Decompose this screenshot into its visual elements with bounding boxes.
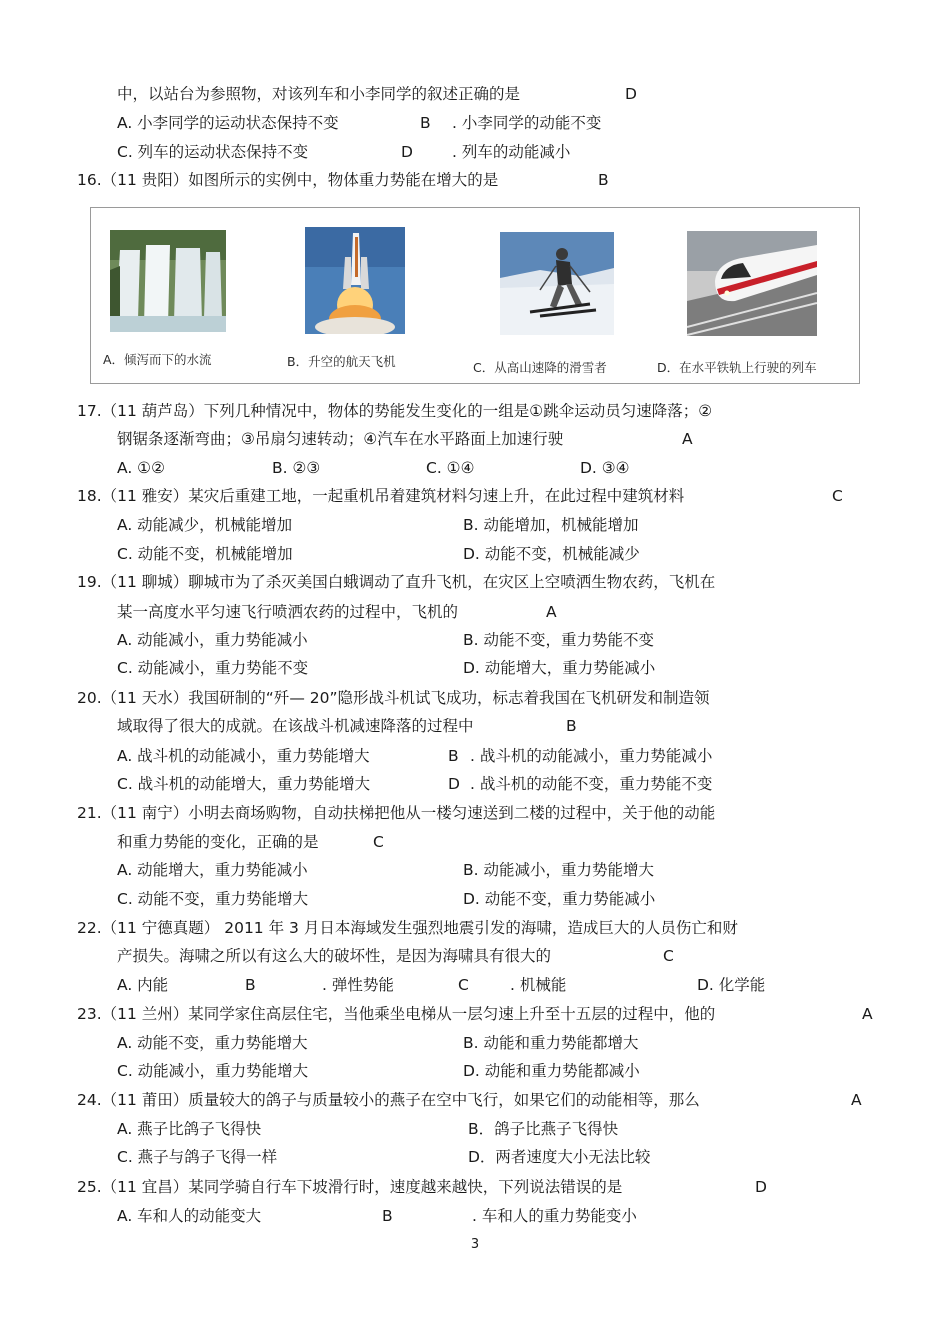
question-19: 19.（11 聊城）聊城市为了杀灭美国白蛾调动了直升飞机，在灾区上空喷洒生物农药，飞机在: [77, 573, 716, 591]
text-line: 中，以站台为参照物，对该列车和小李同学的叙述正确的是: [117, 85, 521, 103]
option-b: B．鸽子比燕子飞得快: [468, 1120, 619, 1138]
option-c: C. 燕子与鸽子飞得一样: [117, 1148, 278, 1166]
answer: C: [832, 487, 843, 505]
question-24: 24.（11 莆田）质量较大的鸽子与质量较小的燕子在空中飞行，如果它们的动能相等，那么: [77, 1091, 700, 1109]
option-a: A. 小李同学的运动状态保持不变: [117, 114, 339, 132]
answer: C: [373, 833, 384, 851]
question-19-cont: 某一高度水平匀速飞行喷洒农药的过程中，飞机的: [117, 603, 459, 621]
option-d-text: . 战斗机的动能不变，重力势能不变: [470, 775, 713, 793]
option-c: C. ①④: [426, 459, 475, 477]
question-23: 23.（11 兰州）某同学家住高层住宅，当他乘坐电梯从一层匀速上升至十五层的过程中，他的: [77, 1005, 716, 1023]
option-a: A. 动能不变，重力势能增大: [117, 1034, 308, 1052]
train-image: [687, 231, 817, 336]
option-b: B. ②③: [272, 459, 321, 477]
option-d: D. 动能不变，机械能减少: [463, 545, 640, 563]
answer: D: [755, 1178, 767, 1196]
question-18: 18.（11 雅安）某灾后重建工地，一起重机吊着建筑材料匀速上升，在此过程中建筑材料: [77, 487, 685, 505]
caption-b: B．升空的航天飞机: [287, 354, 396, 369]
option-d: D．两者速度大小无法比较: [468, 1148, 651, 1166]
option-c: C. 动能减小，重力势能增大: [117, 1062, 309, 1080]
shuttle-image: [305, 227, 405, 334]
caption-a: A．倾泻而下的水流: [103, 352, 212, 367]
option-c: C. 动能不变，重力势能增大: [117, 890, 309, 908]
option-d-letter: D: [448, 775, 460, 793]
caption-d: D．在水平铁轨上行驶的列车: [657, 360, 817, 375]
option-b: B. 动能和重力势能都增大: [463, 1034, 639, 1052]
question-22: 22.（11 宁德真题） 2011 年 3 月日本海域发生强烈地震引发的海啸，造成巨大的人员伤亡和财: [77, 919, 738, 937]
answer: C: [663, 947, 674, 965]
option-c: C. 动能减小，重力势能不变: [117, 659, 309, 677]
question-20-cont: 域取得了很大的成就。在该战斗机减速降落的过程中: [117, 717, 474, 735]
page-number: 3: [470, 1237, 480, 1252]
option-d: D. 动能增大，重力势能减小: [463, 659, 656, 677]
option-c: C. 列车的运动状态保持不变: [117, 143, 309, 161]
option-a: A. 燕子比鸽子飞得快: [117, 1120, 262, 1138]
option-b-letter: B: [245, 976, 256, 994]
answer: B: [598, 171, 609, 189]
option-a: A. 战斗机的动能减小，重力势能增大: [117, 747, 370, 765]
figure-panel: [90, 207, 860, 384]
option-a: A. 车和人的动能变大: [117, 1207, 262, 1225]
answer: A: [682, 430, 693, 448]
option-b-text: . 车和人的重力势能变小: [472, 1207, 637, 1225]
option-b-text: . 小李同学的动能不变: [452, 114, 602, 132]
option-c-letter: C: [458, 976, 469, 994]
option-b: B. 动能减小，重力势能增大: [463, 861, 654, 879]
question-17: 17.（11 葫芦岛）下列几种情况中，物体的势能发生变化的一组是①跳伞运动员匀速降落；②: [77, 402, 713, 420]
question-17-cont: 钢锯条逐渐弯曲；③吊扇匀速转动；④汽车在水平路面上加速行驶: [117, 430, 564, 448]
option-d: D. ③④: [580, 459, 630, 477]
answer: A: [851, 1091, 862, 1109]
option-a: A. 动能减小，重力势能减小: [117, 631, 308, 649]
question-22-cont: 产损失。海啸之所以有这么大的破坏性，是因为海啸具有很大的: [117, 947, 552, 965]
option-d: D. 化学能: [697, 976, 766, 994]
answer: D: [625, 85, 637, 103]
option-c: C. 战斗机的动能增大，重力势能增大: [117, 775, 371, 793]
option-a: A. 内能: [117, 976, 169, 994]
option-b-text: . 战斗机的动能减小，重力势能减小: [470, 747, 713, 765]
question-16: 16.（11 贵阳）如图所示的实例中，物体重力势能在增大的是: [77, 171, 499, 189]
option-a: A. 动能增大，重力势能减小: [117, 861, 308, 879]
option-d-letter: D: [401, 143, 413, 161]
option-b-letter: B: [448, 747, 459, 765]
option-c-text: . 机械能: [510, 976, 567, 994]
answer: A: [862, 1005, 873, 1023]
option-b: B. 动能增加，机械能增加: [463, 516, 639, 534]
question-20: 20.（11 天水）我国研制的“歼— 20”隐形战斗机试飞成功，标志着我国在飞机研发和制造领: [77, 689, 710, 707]
caption-c: C．从高山速降的滑雪者: [473, 360, 607, 375]
option-b: B. 动能不变，重力势能不变: [463, 631, 654, 649]
option-a: A. 动能减少，机械能增加: [117, 516, 293, 534]
answer: A: [546, 603, 557, 621]
question-25: 25.（11 宜昌）某同学骑自行车下坡滑行时，速度越来越快，下列说法错误的是: [77, 1178, 623, 1196]
option-c: C. 动能不变，机械能增加: [117, 545, 293, 563]
answer: B: [566, 717, 577, 735]
option-b-letter: B: [420, 114, 431, 132]
option-d: D. 动能不变，重力势能减小: [463, 890, 656, 908]
option-d: D. 动能和重力势能都减小: [463, 1062, 640, 1080]
skier-image: [500, 232, 614, 335]
question-21-cont: 和重力势能的变化，正确的是: [117, 833, 319, 851]
waterfall-image: [110, 230, 226, 332]
option-b-letter: B: [382, 1207, 393, 1225]
question-21: 21.（11 南宁）小明去商场购物，自动扶梯把他从一楼匀速送到二楼的过程中，关于他的动能: [77, 804, 716, 822]
option-d-text: . 列车的动能减小: [452, 143, 571, 161]
option-b-text: . 弹性势能: [322, 976, 394, 994]
option-a: A. ①②: [117, 459, 165, 477]
